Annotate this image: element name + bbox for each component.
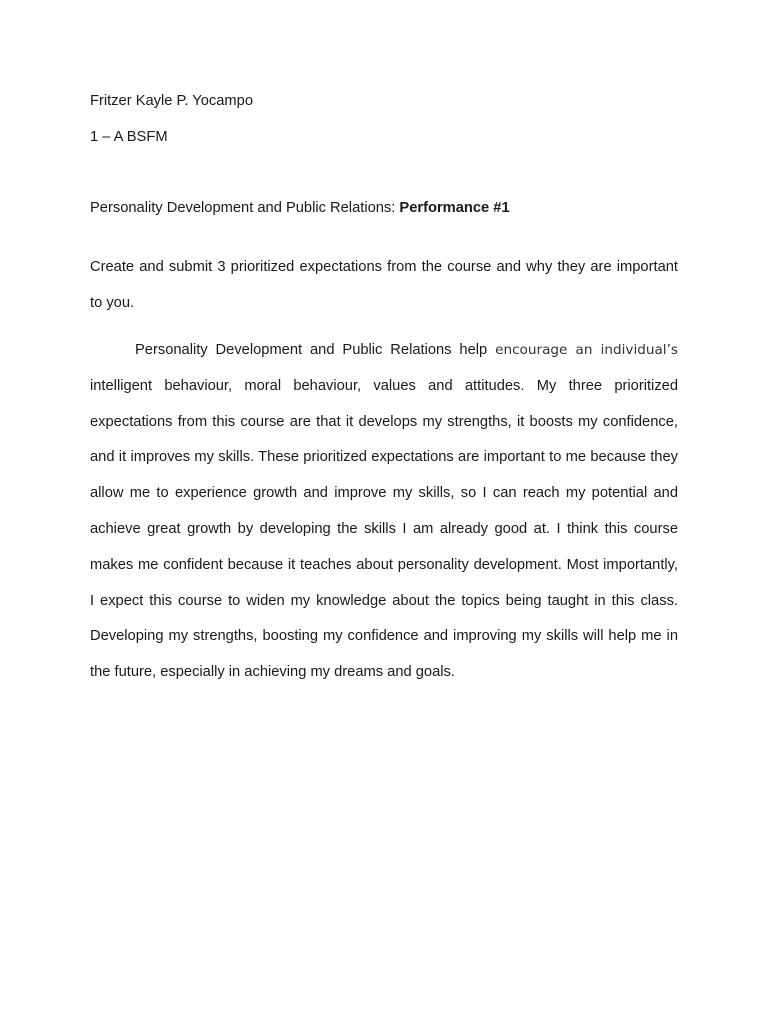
essay-paragraph — [90, 333, 678, 691]
assignment-title — [90, 200, 510, 216]
essay-text-start: Personality Development and Public Relations help — [135, 342, 496, 358]
class-section: 1 – A BSFM — [90, 129, 168, 145]
course-title: Personality Development and Public Relations: — [90, 200, 400, 216]
author-name: Fritzer Kayle P. Yocampo — [90, 93, 254, 109]
essay-text-highlight: encourage an individual’s — [495, 342, 678, 358]
performance-label: Performance #1 — [399, 200, 510, 216]
assignment-prompt: Create and submit 3 prioritized expectations from the course and why they are important to you. — [90, 259, 678, 311]
essay-text-rest: intelligent behaviour, moral behaviour, values and attitudes. My three prioritized expectations from this course are that it develops my strengths, it boosts my confidence, and it improves my skills. These prioritized expectations are important to me because they allow me to experience growth and improve my skills, so I can reach my potential and achieve great growth by developing the skills I am already good at. I think this course makes me confident because it teaches about personality development. Most importantly, I expect this course to widen my knowledge about the topics being taught in this class. Developing my strengths, boosting my confidence and improving my skills will help me in the future, especially in achieving my dreams and goals. — [90, 377, 678, 681]
